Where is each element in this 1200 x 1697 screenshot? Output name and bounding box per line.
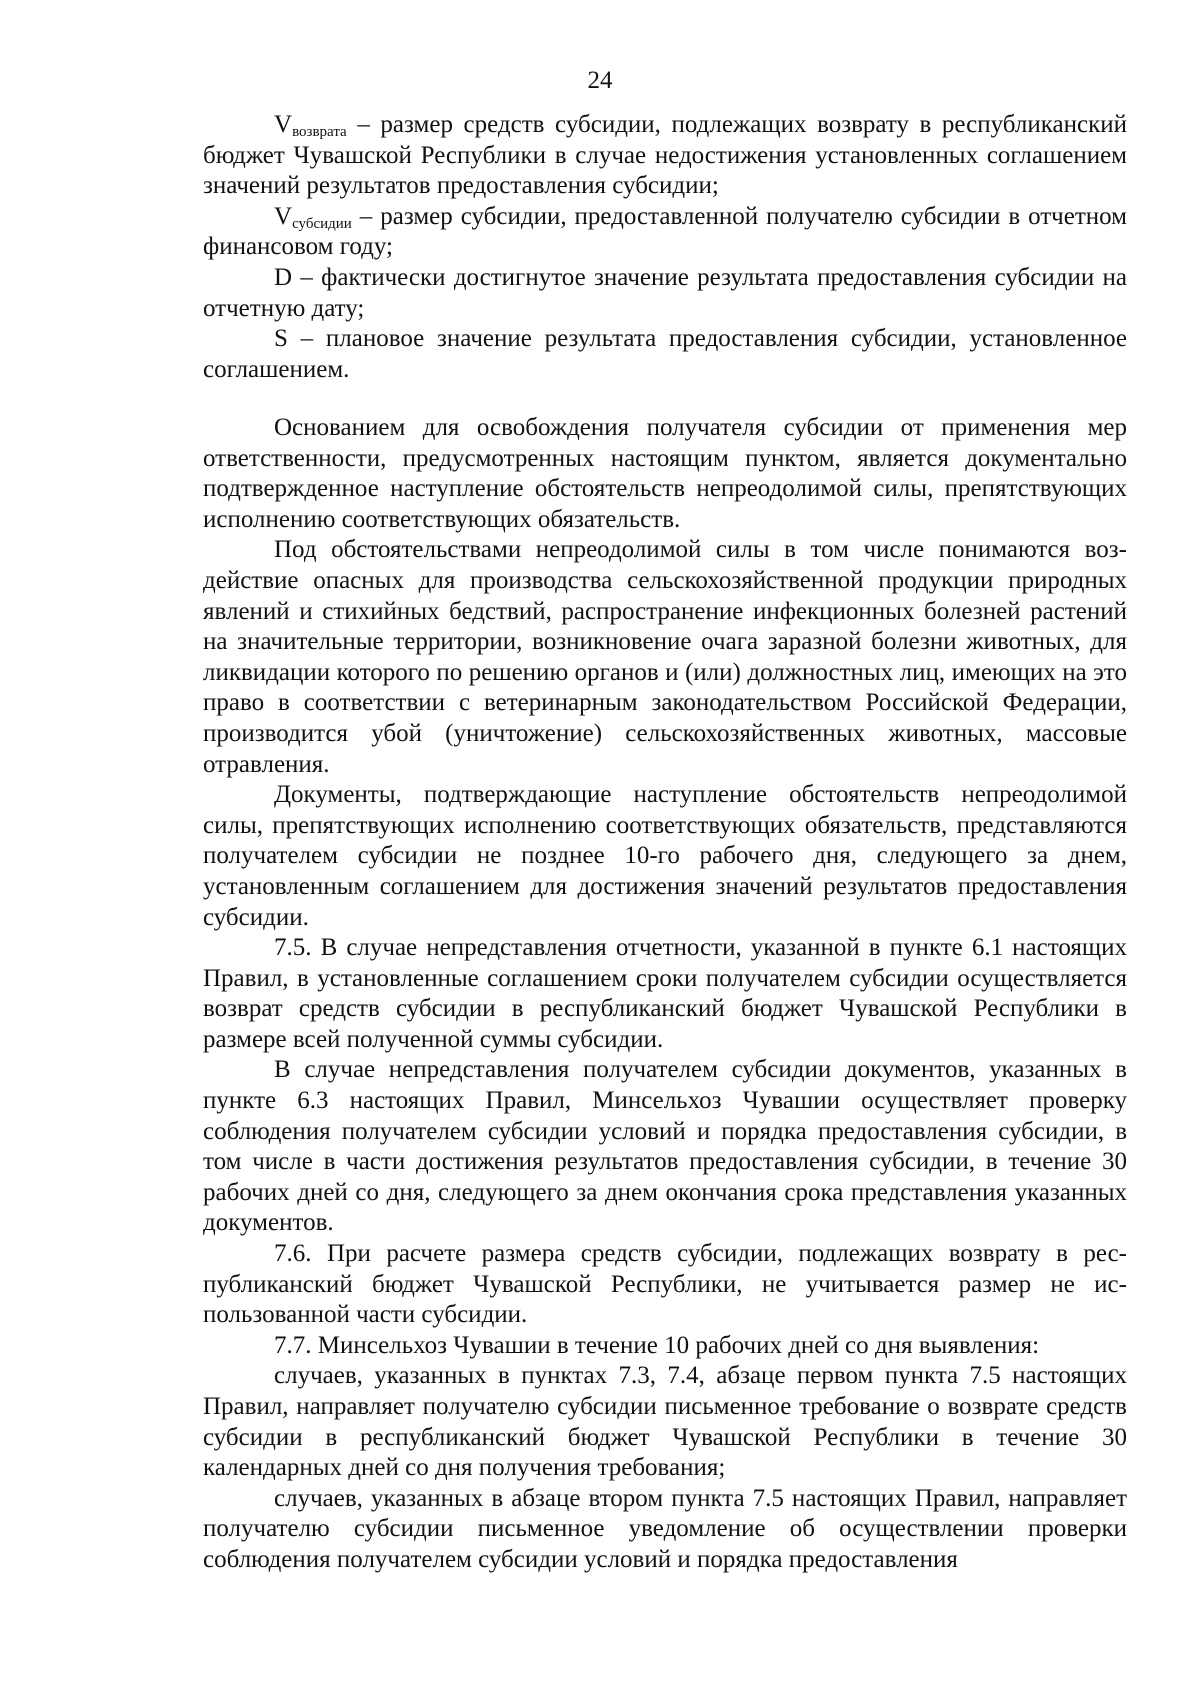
paragraph-force-majeure-definition: Под обстоятельствами непреодолимой силы в том числе понимаются воздействие опасных для производства сельскохозяйственной продукции природных явлений и стихийных бедствий, распространение инфекционных болезней растений на значительные территории, возникновение очага заразной болезни животных, для ликвидации которого по решению органов и (или) должностных лиц, имеющих на это право в соответствии с ветеринарным законодательством Российской Федерации, производится убой (уничтожение) сельскохозяйственных животных, массовые отравления.	[203, 536, 1127, 778]
definition-symbol: V	[274, 111, 293, 138]
body-text	[203, 413, 1127, 1576]
formula-definitions	[203, 110, 1127, 385]
definition-text: – фактически достигнутое значение результата предоставления субсидии на отчетную дату;	[203, 263, 1127, 322]
definition-symbol: V	[274, 202, 293, 230]
definition-text: – размер субсидии, предоставленной получателю субсидии в отчетном финансовом году;	[203, 202, 1127, 261]
definition-v-return	[203, 110, 1127, 202]
definition-symbol: S	[274, 325, 288, 353]
paragraph-clause-7-7: 7.7. Минсельхоз Чувашии в течение 10 рабочих дней со дня выявления:	[274, 1331, 1040, 1359]
paragraph-force-majeure-documents: Документы, подтверждающие наступление обстоятельств непреодолимой силы, препятствующих исполнению соответствующих обязательств, представляются получателем субсидии не позднее 10-го рабочего дня, следующего за днем, установленным соглашением для достижения значений результатов предоставления субсидии.	[203, 781, 1127, 931]
definition-symbol: D	[274, 263, 293, 291]
definition-s	[203, 324, 1127, 385]
paragraph-clause-7-7-cases-second: случаев, указанных в абзаце втором пункта 7.5 настоящих Правил, направляет получателю субсидии письменное уведомление об осуществлении проверки соблюдения получателем субсидии условий и порядка предоставления	[203, 1484, 1127, 1573]
definition-subscript: возврата	[292, 124, 347, 140]
definition-text: – плановое значение результата предоставления субсидии, установленное соглашением.	[203, 325, 1127, 383]
definition-v-subsidy	[203, 202, 1127, 263]
paragraph-clause-7-7-cases-first: случаев, указанных в пунктах 7.3, 7.4, абзаце первом пункта 7.5 настоящих Правил, направляет получателю субсидии письменное требование о возврате средств субсидии в республиканский бюджет Чувашской Республики в течение 30 календарных дней со дня получения требования;	[203, 1362, 1127, 1482]
paragraph-clause-7-5: 7.5. В случае непредставления отчетности, указанной в пункте 6.1 настоящих Правил, в установленные соглашением сроки получателем субсидии осуществляется возврат средств субсидии в республиканский бюджет Чувашской Республики в размере всей полученной суммы субсидии.	[203, 934, 1127, 1053]
definition-subscript: субсидии	[292, 215, 352, 232]
paragraph-force-majeure-basis: Основанием для освобождения получателя субсидии от применения мер ответственности, предусмотренных настоящим пунктом, является документально подтвержденное наступление обстоятельств непреодолимой силы, препятствующих исполнению соответствующих обязательств.	[203, 414, 1127, 533]
page-number: 24	[587, 67, 613, 94]
definition-d	[203, 263, 1127, 324]
paragraph-clause-7-5-second: В случае непредставления получателем субсидии документов, указанных в пункте 6.3 настоящих Правил, Минсельхоз Чувашии осуществляет проверку соблюдения получателем субсидии условий и порядка предоставления субсидии, в том числе в части достижения результатов предоставления субсидии, в течение 30 рабочих дней со дня, следующего за днем окончания срока представления указанных документов.	[203, 1056, 1127, 1237]
paragraph-clause-7-6: 7.6. При расчете размера средств субсидии, подлежащих возврату в республиканский бюджет Чувашской Республики, не учитывается размер не использованной части субсидии.	[203, 1240, 1127, 1329]
definition-text: – размер средств субсидии, подлежащих возврату в республиканский бюджет Чувашской Республики в случае недостижения установленных соглашением значений результатов предоставления субсидии;	[203, 111, 1127, 200]
